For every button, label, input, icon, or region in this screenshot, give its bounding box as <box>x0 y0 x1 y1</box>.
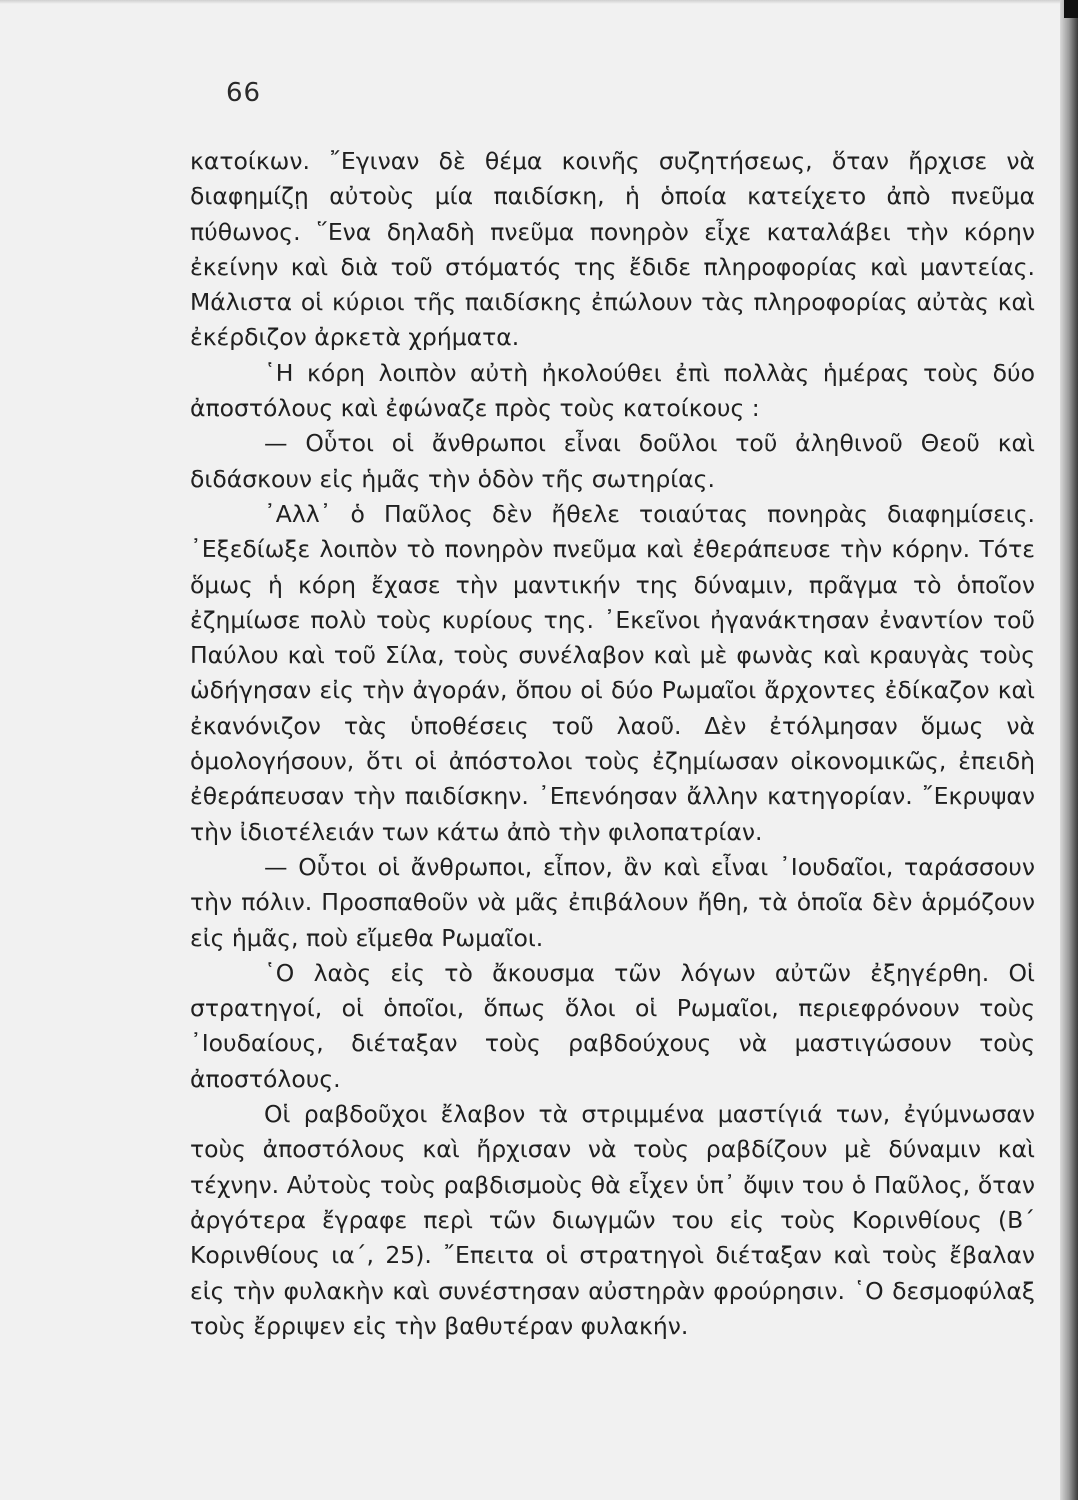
paragraph: κατοίκων. ῎Εγιναν δὲ θέμα κοινῆς συζητήσεως, ὅταν ἤρχισε νὰ διαφημίζῃ αὐτοὺς μία παιδίσκη, ἡ ὁποία κατείχετο ἀπὸ πνεῦμα πύθωνος. ῞Ενα δηλαδὴ πνεῦμα πονηρὸν εἶχε καταλάβει τὴν κόρην ἐκείνην καὶ διὰ τοῦ στόματός της ἔδιδε πληροφορίας καὶ μαντείας. Μάλιστα οἱ κύριοι τῆς παιδίσκης ἐπώλουν τὰς πληροφορίας αὐτὰς καὶ ἐκέρδιζον ἀρκετὰ χρήματα. <box>190 147 1035 352</box>
page-right-edge <box>1060 0 1078 1500</box>
body-text <box>190 144 1035 1344</box>
paragraph: — Οὗτοι οἱ ἄνθρωποι, εἶπον, ἂν καὶ εἶναι ᾿Ιουδαῖοι, ταράσσουν τὴν πόλιν. Προσπαθοῦν νὰ μᾶς ἐπιβάλουν ἤθη, τὰ ὁποῖα δὲν ἁρμόζουν εἰς ἡμᾶς, ποὺ εἴμεθα Ρωμαῖοι. <box>190 852 1035 952</box>
paragraph: — Οὗτοι οἱ ἄνθρωποι εἶναι δοῦλοι τοῦ ἀληθινοῦ Θεοῦ καὶ διδάσκουν εἰς ἡμᾶς τὴν ὁδὸν τῆς σωτηρίας. <box>190 429 1035 493</box>
paragraph: ῾Η κόρη λοιπὸν αὐτὴ ἠκολούθει ἐπὶ πολλὰς ἡμέρας τοὺς δύο ἀποστόλους καὶ ἐφώναζε πρὸς τοὺς κατοίκους : <box>190 358 1035 423</box>
paragraph: ῾Ο λαὸς εἰς τὸ ἄκουσμα τῶν λόγων αὐτῶν ἐξηγέρθη. Οἱ στρατηγοί, οἱ ὁποῖοι, ὅπως ὅλοι οἱ Ρωμαῖοι, περιεφρόνουν τοὺς ᾿Ιουδαίους, διέταξαν τοὺς ραβδούχους νὰ μαστιγώσουν τοὺς ἀποστόλους. <box>190 958 1035 1093</box>
scan-corner-mark <box>1064 0 1078 18</box>
paragraph: ᾿Αλλ᾿ ὁ Παῦλος δὲν ἤθελε τοιαύτας πονηρὰς διαφημίσεις. ᾿Εξεδίωξε λοιπὸν τὸ πονηρὸν πνεῦμα καὶ ἐθεράπευσε τὴν κόρην. Τότε ὅμως ἡ κόρη ἔχασε τὴν μαντικήν της δύναμιν, πρᾶγμα τὸ ὁποῖον ἐζημίωσε πολὺ τοὺς κυρίους της. ᾿Εκεῖνοι ἠγανάκτησαν ἐναντίον τοῦ Παύλου καὶ τοῦ Σίλα, τοὺς συνέλαβον καὶ μὲ φωνὰς καὶ κραυγὰς τοὺς ὡδήγησαν εἰς τὴν ἀγοράν, ὅπου οἱ δύο Ρωμαῖοι ἄρχοντες ἐδίκαζον καὶ ἐκανόνιζον τὰς ὑποθέσεις τοῦ λαοῦ. Δὲν ἐτόλμησαν ὅμως νὰ ὁμολογήσουν, ὅτι οἱ ἀπόστολοι τοὺς ἐζημίωσαν οἰκονομικῶς, ἐπειδὴ ἐθεράπευσαν τὴν παιδίσκην. ᾿Επενόησαν ἄλλην κατηγορίαν. ῎Εκρυψαν τὴν ἰδιοτέλειάν των κάτω ἀπὸ τὴν φιλοπατρίαν. <box>190 499 1035 846</box>
page-top-shadow <box>0 0 1060 4</box>
paragraph: Οἱ ραβδοῦχοι ἔλαβον τὰ στριμμένα μαστίγιά των, ἐγύμνωσαν τοὺς ἀποστόλους καὶ ἤρχισαν νὰ τοὺς ραβδίζουν μὲ δύναμιν καὶ τέχνην. Αὐτοὺς τοὺς ραβδισμοὺς θὰ εἶχεν ὑπ᾿ ὄψιν του ὁ Παῦλος, ὅταν ἀργότερα ἔγραφε περὶ τῶν διωγμῶν του εἰς τοὺς Κορινθίους (Β΄ Κορινθίους ια΄, 25). ῎Επειτα οἱ στρατηγοὶ διέταξαν καὶ τοὺς ἔβαλαν εἰς τὴν φυλακὴν καὶ συνέστησαν αὐστηρὰν φρούρησιν. ῾Ο δεσμοφύλαξ τοὺς ἔρριψεν εἰς τὴν βαθυτέραν φυλακήν. <box>190 1100 1035 1340</box>
page-number: 66 <box>226 78 262 108</box>
